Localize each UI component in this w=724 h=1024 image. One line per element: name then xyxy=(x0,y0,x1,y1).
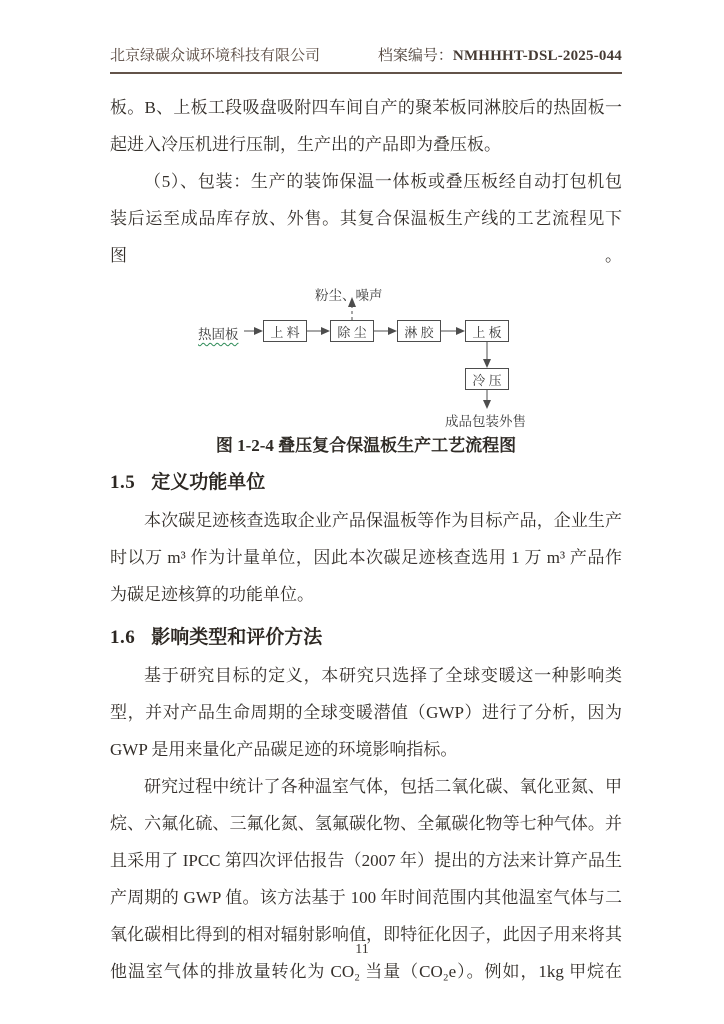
file-number-label: 档案编号： xyxy=(377,48,453,64)
flow-emission-label: 粉尘、噪声 xyxy=(315,288,383,303)
flow-output-label: 成品包装外售 xyxy=(445,414,526,429)
page-number: 11 xyxy=(355,942,369,957)
paragraph-line: 板。B、上板工段吸盘吸附四车间自产的聚苯板同淋胶后的热固板一 xyxy=(110,98,622,117)
flow-box-cold-pressing: 冷 压 xyxy=(465,368,509,390)
section-heading-1-6 xyxy=(110,625,622,651)
paragraph-line: 氧化碳相比得到的相对辐射影响值，即特征化因子，此因子用来将其 xyxy=(110,925,622,944)
paragraph-line: 装后运至成品库存放、外售。其复合保温板生产线的工艺流程见下图。 xyxy=(110,209,622,265)
paragraph-line: 他温室气体的排放量转化为 CO₂ 当量（CO₂e）。例如，1kg 甲烷在 xyxy=(110,962,622,981)
file-number xyxy=(378,44,622,65)
file-number-value: NMHHHT-DSL-2025-044 xyxy=(452,48,622,64)
paragraph-line: 起进入冷压机进行压制，生产出的产品即为叠压板。 xyxy=(110,135,501,154)
page-body xyxy=(110,73,622,990)
section-heading-1-5 xyxy=(110,470,622,496)
paragraph-line: GWP 是用来量化产品碳足迹的环境影响指标。 xyxy=(110,740,458,759)
paragraph-line: 研究过程中统计了各种温室气体，包括二氧化碳、氧化亚氮、甲 xyxy=(144,777,622,796)
section-1-5-paragraph xyxy=(110,502,622,613)
paragraph-line: 且采用了 IPCC 第四次评估报告（2007 年）提出的方法来计算产品生 xyxy=(110,851,622,870)
paragraph-line: 基于研究目标的定义，本研究只选择了全球变暖这一种影响类 xyxy=(144,666,622,685)
paragraph-line: （5）、包装：生产的装饰保温一体板或叠压板经自动打包机包 xyxy=(144,172,622,191)
flow-box-loading: 上 料 xyxy=(263,320,307,342)
section-title: 影响类型和评价方法 xyxy=(151,627,323,648)
flow-input-label: 热固板 xyxy=(198,327,239,342)
paragraph-line: 烷、六氟化硫、三氟化氮、氢氟碳化物、全氟碳化物等七种气体。并 xyxy=(110,814,622,833)
section-number: 1.5 xyxy=(110,472,136,493)
intro-paragraphs xyxy=(110,89,622,274)
paragraph-line: 时以万 m³ 作为计量单位，因此本次碳足迹核查选用 1 万 m³ 产品作 xyxy=(110,548,622,567)
paragraph-line: 为碳足迹核算的功能单位。 xyxy=(110,585,314,604)
flow-box-board-loading: 上 板 xyxy=(465,320,509,342)
section-number: 1.6 xyxy=(110,627,136,648)
flow-box-dedusting: 除 尘 xyxy=(330,320,374,342)
page-header xyxy=(110,44,622,74)
flow-box-gluing: 淋 胶 xyxy=(397,320,441,342)
section-title: 定义功能单位 xyxy=(151,472,266,493)
company-name: 北京绿碳众诚环境科技有限公司 xyxy=(110,48,321,64)
paragraph-line: 本次碳足迹核查选取企业产品保温板等作为目标产品，企业生产 xyxy=(144,511,622,530)
paragraph-line: 型，并对产品生命周期的全球变暖潜值（GWP）进行了分析，因为 xyxy=(110,703,622,722)
paragraph-line: 产周期的 GWP 值。该方法基于 100 年时间范围内其他温室气体与二 xyxy=(110,888,622,907)
process-flowchart xyxy=(110,280,622,432)
section-1-6-paragraph-1 xyxy=(110,657,622,768)
figure-caption: 图 1-2-4 叠压复合保温板生产工艺流程图 xyxy=(215,436,517,455)
